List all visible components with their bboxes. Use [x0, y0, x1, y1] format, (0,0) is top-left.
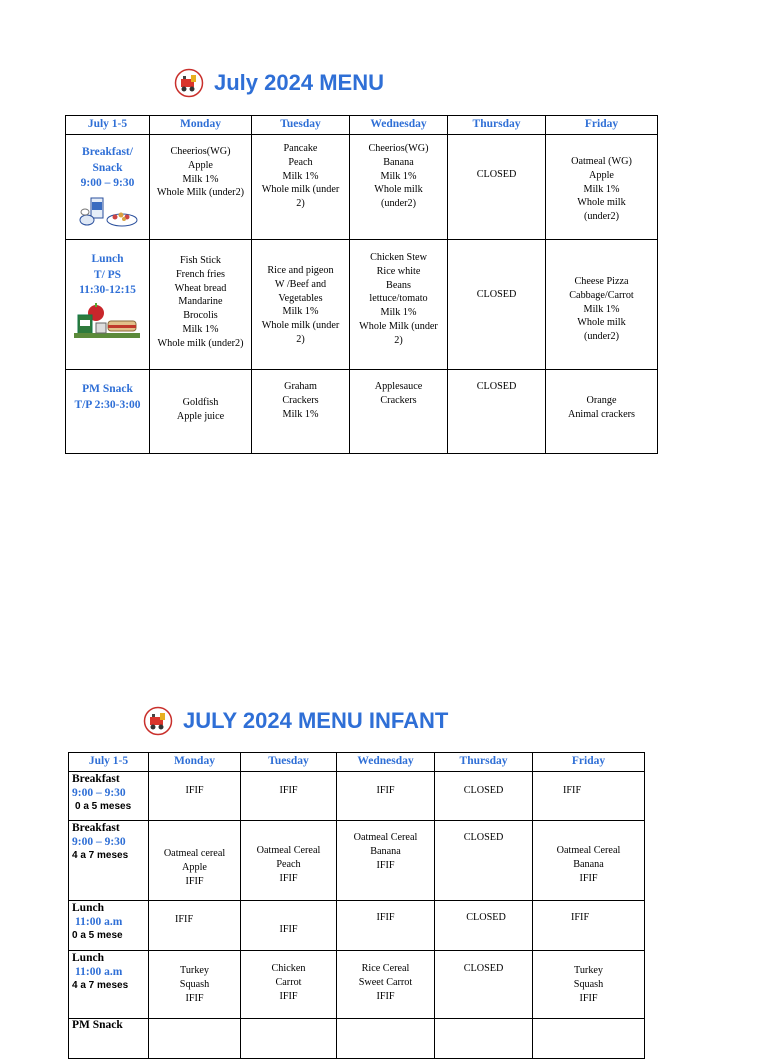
- lunch-food-icon: [74, 303, 142, 339]
- header-tuesday: Tuesday: [241, 753, 337, 772]
- breakfast-food-icon: [77, 196, 139, 228]
- cell-monday-breakfast-0-5: IFIF: [149, 772, 241, 821]
- cell-wednesday-pm-snack: [337, 1019, 435, 1059]
- cell-tuesday-breakfast-4-7: Oatmeal Cereal Peach IFIF: [241, 821, 337, 901]
- infant-menu-title-text: JULY 2024 MENU INFANT: [183, 708, 449, 733]
- table-row: [66, 370, 658, 454]
- header-wednesday: Wednesday: [350, 116, 448, 135]
- header-monday: Monday: [149, 753, 241, 772]
- cell-thursday-breakfast-0-5: CLOSED: [435, 772, 533, 821]
- table-row: [66, 135, 658, 240]
- cell-monday-pm-snack: [149, 1019, 241, 1059]
- cell-thursday-lunch-0-5: CLOSED: [435, 901, 533, 951]
- cell-thursday-breakfast-4-7: CLOSED: [435, 821, 533, 901]
- cell-friday-lunch-4-7: Turkey Squash IFIF: [533, 951, 645, 1019]
- infant-menu-title: [143, 706, 448, 736]
- cell-thursday-lunch-4-7: CLOSED: [435, 951, 533, 1019]
- cell-thursday-pm-snack: CLOSED: [448, 370, 546, 454]
- cell-wednesday-pm-snack: Applesauce Crackers: [350, 370, 448, 454]
- row-label-breakfast-0-5: Breakfast 9:00 – 9:30 0 a 5 meses: [69, 772, 149, 821]
- table-row: [66, 240, 658, 370]
- cell-monday-breakfast-4-7: Oatmeal cereal Apple IFIF: [149, 821, 241, 901]
- header-tuesday: Tuesday: [252, 116, 350, 135]
- cell-tuesday-lunch-0-5: IFIF: [241, 901, 337, 951]
- header-monday: Monday: [150, 116, 252, 135]
- cell-tuesday-pm-snack: Graham Crackers Milk 1%: [252, 370, 350, 454]
- header-friday: Friday: [546, 116, 658, 135]
- table-header-row: [66, 116, 658, 135]
- cell-thursday-pm-snack: [435, 1019, 533, 1059]
- table-header-row: [69, 753, 645, 772]
- cell-wednesday-breakfast: Cheerios(WG) Banana Milk 1% Whole milk (under2): [350, 135, 448, 240]
- train-logo-icon: [174, 68, 204, 98]
- row-label-lunch: Lunch T/ PS 11:30-12:15: [66, 240, 150, 370]
- menu-title: [174, 68, 384, 98]
- cell-thursday-lunch: CLOSED: [448, 240, 546, 370]
- cell-friday-breakfast-4-7: Oatmeal Cereal Banana IFIF: [533, 821, 645, 901]
- row-label-pm-snack: PM Snack: [69, 1019, 149, 1059]
- cell-friday-breakfast-0-5: IFIF: [533, 772, 645, 821]
- table-row: [69, 901, 645, 951]
- row-label-breakfast: Breakfast/ Snack 9:00 – 9:30: [66, 135, 150, 240]
- cell-wednesday-breakfast-0-5: IFIF: [337, 772, 435, 821]
- header-friday: Friday: [533, 753, 645, 772]
- header-wednesday: Wednesday: [337, 753, 435, 772]
- cell-thursday-breakfast: CLOSED: [448, 135, 546, 240]
- cell-tuesday-breakfast: Pancake Peach Milk 1% Whole milk (under 2): [252, 135, 350, 240]
- row-label-pm-snack: PM Snack T/P 2:30-3:00: [66, 370, 150, 454]
- row-label-lunch-4-7: Lunch 11:00 a.m 4 a 7 meses: [69, 951, 149, 1019]
- row-label-lunch-0-5: Lunch 11:00 a.m 0 a 5 mese: [69, 901, 149, 951]
- header-thursday: Thursday: [448, 116, 546, 135]
- cell-wednesday-lunch-0-5: IFIF: [337, 901, 435, 951]
- cell-wednesday-breakfast-4-7: Oatmeal Cereal Banana IFIF: [337, 821, 435, 901]
- cell-friday-pm-snack: [533, 1019, 645, 1059]
- menu-title-text: July 2024 MENU: [214, 70, 384, 95]
- header-week: July 1-5: [69, 753, 149, 772]
- table-row: [69, 821, 645, 901]
- cell-friday-pm-snack: Orange Animal crackers: [546, 370, 658, 454]
- cell-tuesday-breakfast-0-5: IFIF: [241, 772, 337, 821]
- weekly-menu-table: [65, 115, 658, 454]
- cell-tuesday-lunch: Rice and pigeon W /Beef and Vegetables Milk 1% Whole milk (under 2): [252, 240, 350, 370]
- cell-monday-lunch-4-7: Turkey Squash IFIF: [149, 951, 241, 1019]
- header-thursday: Thursday: [435, 753, 533, 772]
- row-label-breakfast-4-7: Breakfast 9:00 – 9:30 4 a 7 meses: [69, 821, 149, 901]
- cell-friday-lunch-0-5: IFIF: [533, 901, 645, 951]
- cell-wednesday-lunch: Chicken Stew Rice white Beans lettuce/tomato Milk 1% Whole Milk (under 2): [350, 240, 448, 370]
- cell-monday-pm-snack: Goldfish Apple juice: [150, 370, 252, 454]
- train-logo-icon: [143, 706, 173, 736]
- cell-wednesday-lunch-4-7: Rice Cereal Sweet Carrot IFIF: [337, 951, 435, 1019]
- cell-monday-lunch: Fish Stick French fries Wheat bread Mandarine Brocolis Milk 1% Whole milk (under2): [150, 240, 252, 370]
- cell-monday-breakfast: Cheerios(WG) Apple Milk 1% Whole Milk (under2): [150, 135, 252, 240]
- cell-friday-breakfast: Oatmeal (WG) Apple Milk 1% Whole milk (under2): [546, 135, 658, 240]
- infant-menu-table: [68, 752, 645, 1059]
- header-week: July 1-5: [66, 116, 150, 135]
- cell-tuesday-lunch-4-7: Chicken Carrot IFIF: [241, 951, 337, 1019]
- cell-monday-lunch-0-5: IFIF: [149, 901, 241, 951]
- cell-friday-lunch: Cheese Pizza Cabbage/Carrot Milk 1% Whole milk (under2): [546, 240, 658, 370]
- table-row: [69, 951, 645, 1019]
- cell-tuesday-pm-snack: [241, 1019, 337, 1059]
- table-row: [69, 1019, 645, 1059]
- table-row: [69, 772, 645, 821]
